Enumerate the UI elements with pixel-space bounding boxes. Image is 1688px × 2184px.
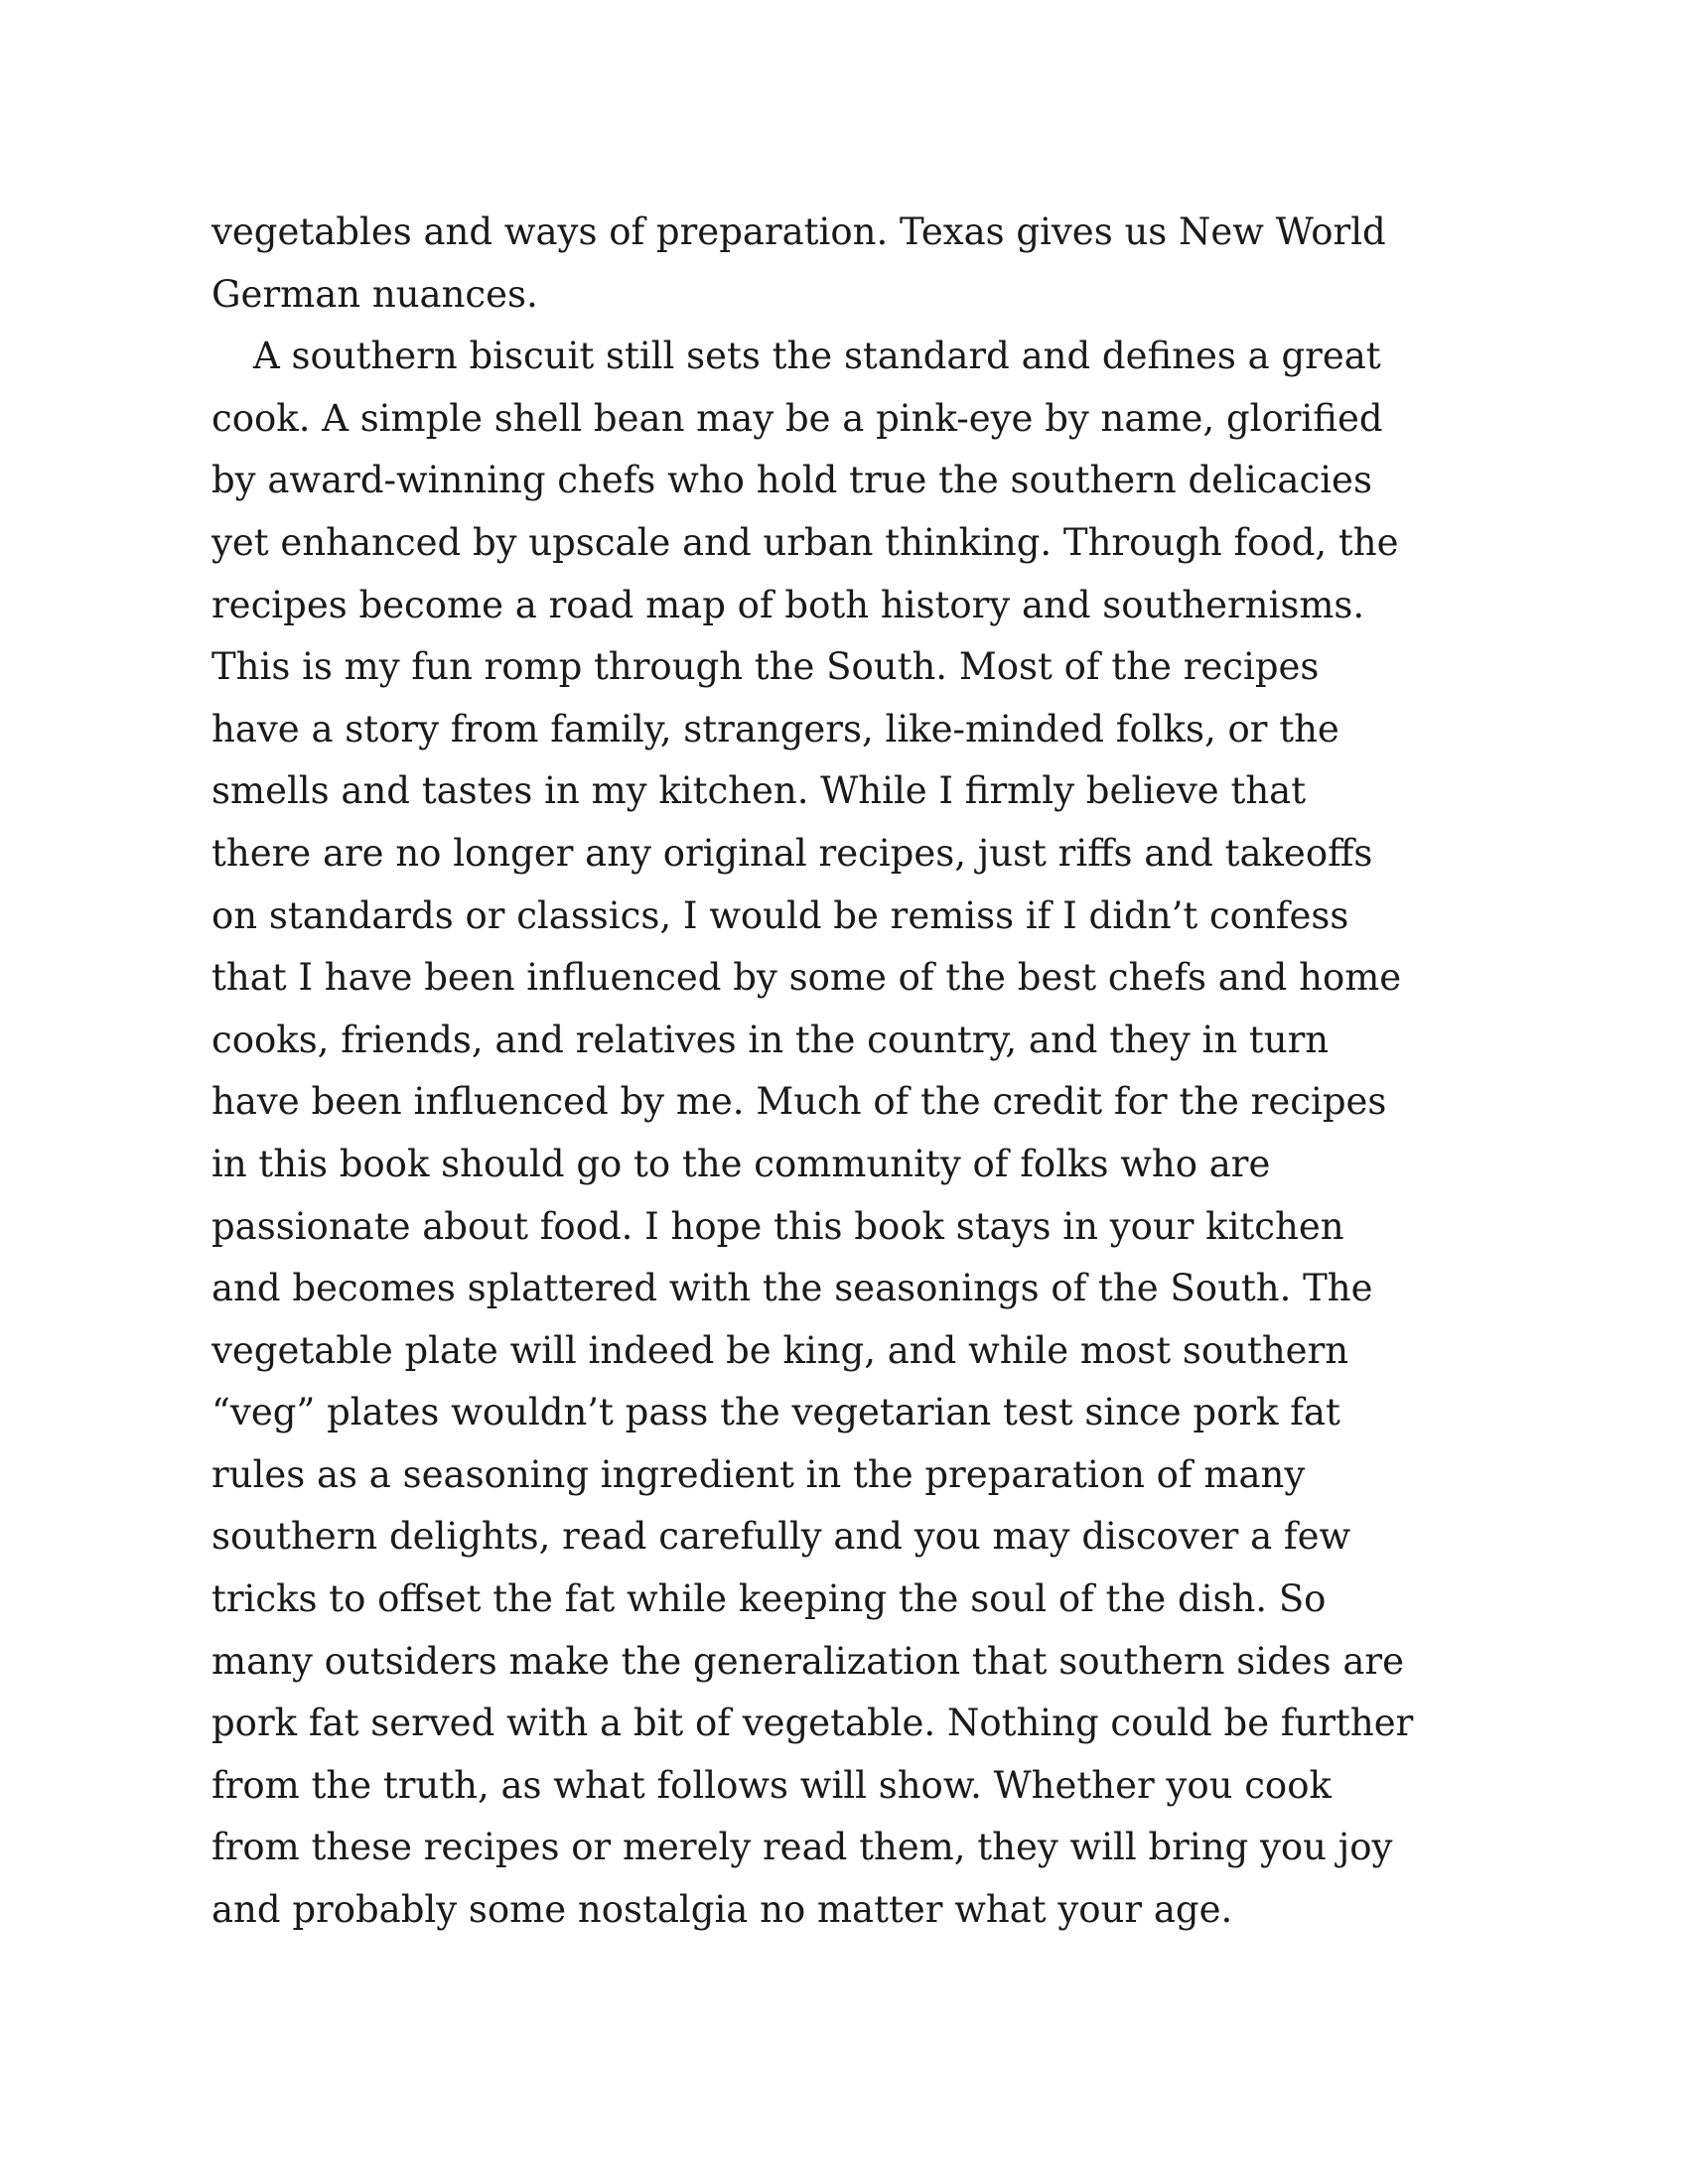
text-line: “veg” plates wouldn’t pass the vegetarian test since pork fat — [211, 1391, 1340, 1434]
text-line: southern delights, read carefully and you may discover a few — [211, 1515, 1351, 1559]
text-line: pork fat served with a bit of vegetable. Nothing could be further — [211, 1702, 1414, 1745]
text-line: from the truth, as what follows will show. Whether you cook — [211, 1763, 1332, 1807]
text-line: by award-winning chefs who hold true the southern delicacies — [211, 459, 1372, 502]
text-line: smells and tastes in my kitchen. While I firmly believe that — [211, 769, 1307, 813]
text-line: from these recipes or merely read them, they will bring you joy — [211, 1826, 1393, 1869]
text-line: have been influenced by me. Much of the credit for the recipes — [211, 1080, 1387, 1124]
text-line: and probably some nostalgia no matter what your age. — [211, 1888, 1233, 1932]
text-line: vegetables and ways of preparation. Texas gives us New World — [211, 210, 1386, 253]
text-line: tricks to offset the fat while keeping the soul of the dish. So — [211, 1577, 1327, 1621]
text-line: German nuances. — [211, 272, 538, 316]
text-line: This is my fun romp through the South. Most of the recipes — [211, 645, 1320, 689]
text-line: and becomes splattered with the seasonings of the South. The — [211, 1267, 1373, 1310]
text-line: recipes become a road map of both history and southernisms. — [211, 583, 1365, 626]
text-line: on standards or classics, I would be remiss if I didn’t confess — [211, 893, 1349, 937]
text-line: rules as a seasoning ingredient in the preparation of many — [211, 1452, 1306, 1496]
text-line: there are no longer any original recipes, just riffs and takeoffs — [211, 831, 1373, 875]
text-line: cook. A simple shell bean may be a pink-eye by name, glorified — [211, 396, 1383, 440]
body-text — [211, 202, 1423, 1942]
text-line: in this book should go to the community of folks who are — [211, 1142, 1271, 1185]
text-line: vegetable plate will indeed be king, and while most southern — [211, 1328, 1349, 1372]
text-line: have a story from family, strangers, like-minded folks, or the — [211, 707, 1339, 751]
text-line: cooks, friends, and relatives in the country, and they in turn — [211, 1018, 1330, 1061]
text-line: that I have been influenced by some of the best chefs and home — [211, 956, 1402, 1000]
paragraph-first-line: A southern biscuit still sets the standard and defines a great — [253, 335, 1381, 378]
text-line: many outsiders make the generalization that southern sides are — [211, 1639, 1405, 1683]
text-line: yet enhanced by upscale and urban thinking. Through food, the — [211, 520, 1399, 564]
text-line: passionate about food. I hope this book stays in your kitchen — [211, 1204, 1344, 1248]
